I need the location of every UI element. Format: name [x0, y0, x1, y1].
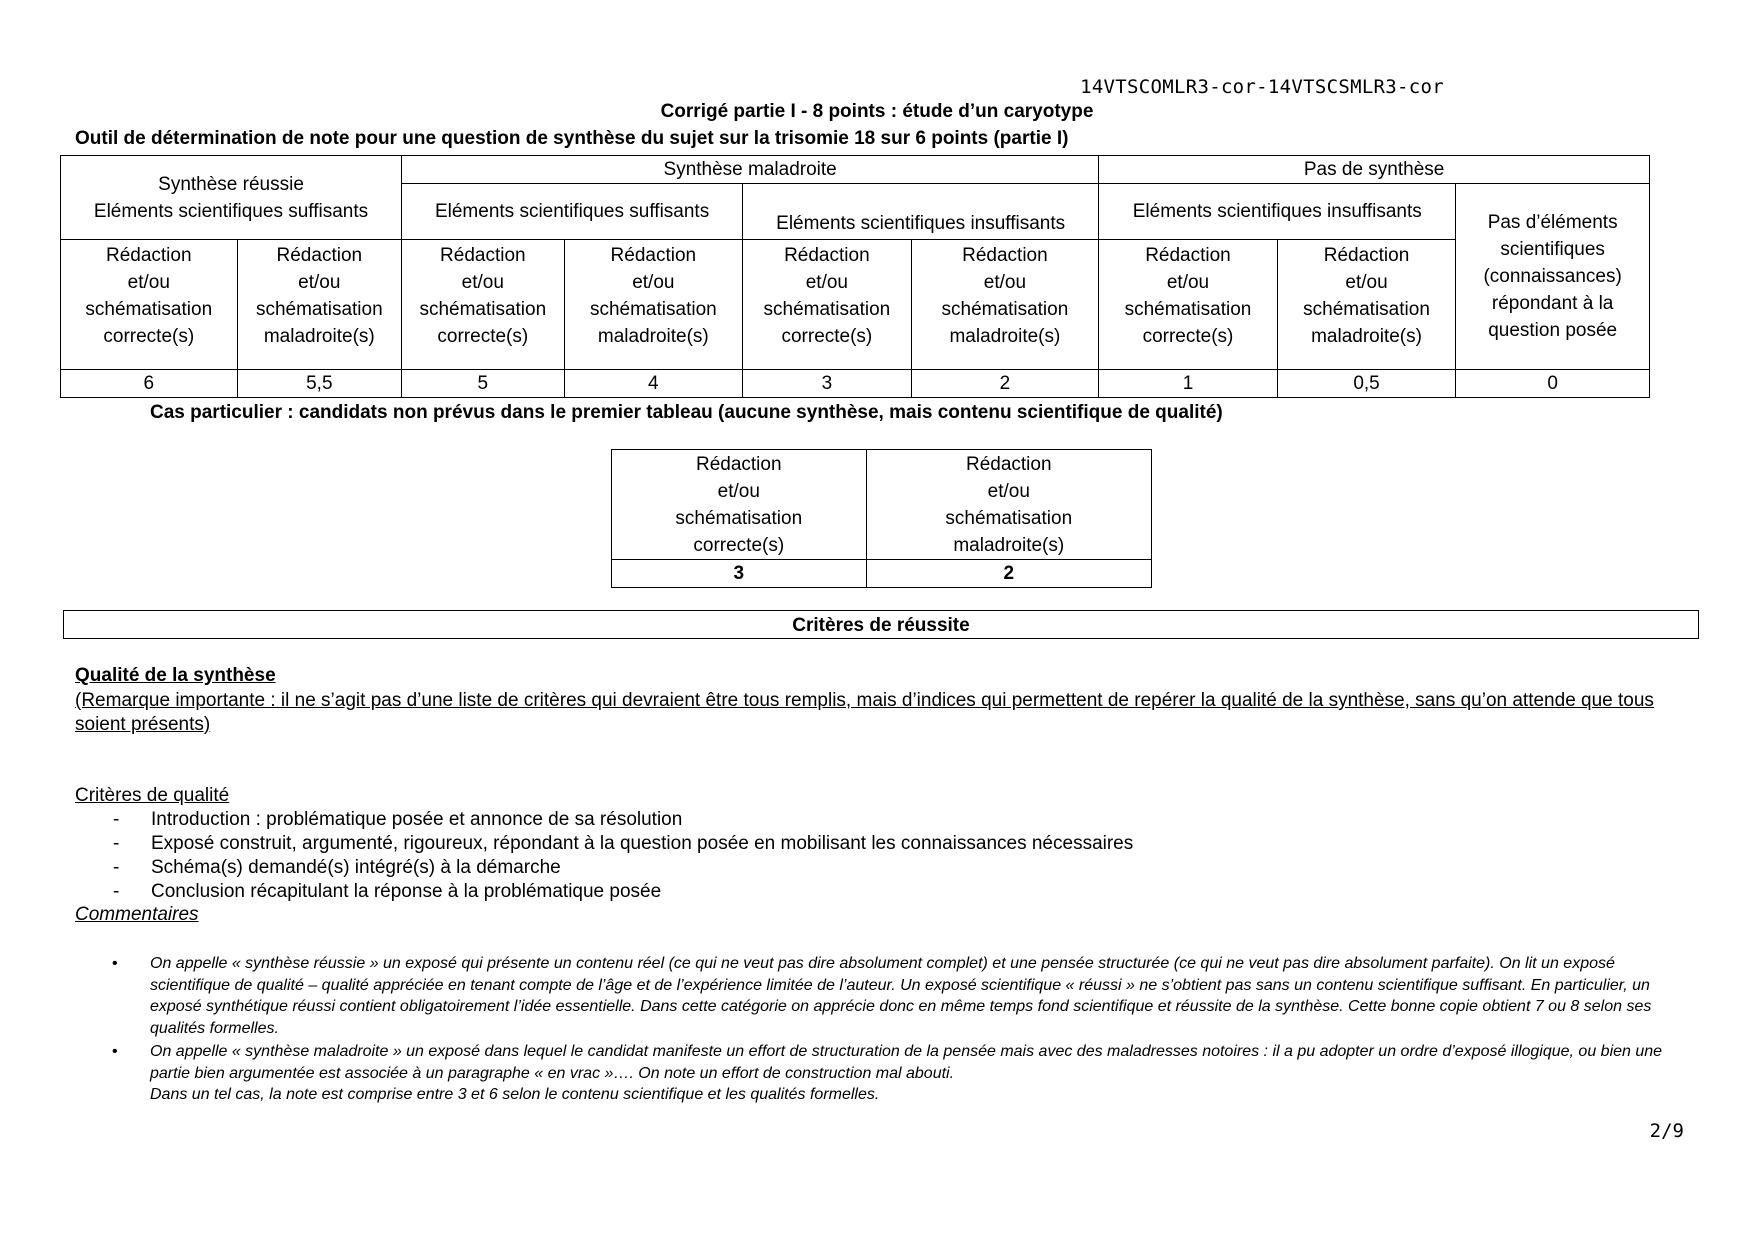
score-cell: 5,5: [237, 370, 402, 398]
cell-redaction-correcte: Rédaction et/ou schématisation correcte(s): [1099, 240, 1278, 370]
header-synthese-reussie: Synthèse réussie Eléments scientifiques suffisants: [61, 156, 402, 240]
score-cell: 3: [612, 560, 867, 588]
header-synthese-maladroite: Synthèse maladroite: [402, 156, 1099, 184]
bullet-icon: •: [112, 1043, 118, 1060]
special-case-table: [611, 449, 1152, 588]
quality-heading: Qualité de la synthèse: [75, 665, 276, 686]
score-cell: 0: [1456, 370, 1650, 398]
list-item: - Conclusion récapitulant la réponse à la problématique posée: [75, 880, 1133, 904]
score-cell: 5: [402, 370, 565, 398]
score-cell: 4: [564, 370, 743, 398]
important-remark: (Remarque importante : il ne s’agit pas d’une liste de critères qui devraient être tous remplis, mais d’indices qui permettent de repérer la qualité de la synthèse, sans qu’on attende que tous soient présents): [75, 690, 1654, 735]
cell-redaction-correcte: Rédaction et/ou schématisation correcte(s): [402, 240, 565, 370]
page-title: Corrigé partie I - 8 points : étude d’un caryotype: [660, 101, 1094, 122]
cell-redaction-correcte: Rédaction et/ou schématisation correcte(s): [612, 450, 867, 560]
bullet-icon: •: [112, 955, 118, 972]
grading-table: [60, 155, 1650, 398]
comments-list: [110, 953, 1684, 1108]
header-elements-insuffisants-2: Eléments scientifiques insuffisants: [1099, 184, 1456, 240]
list-item: - Introduction : problématique posée et annonce de sa résolution: [75, 808, 1133, 832]
score-cell: 2: [866, 560, 1151, 588]
cell-redaction-maladroite: Rédaction et/ou schématisation maladroite(s): [1277, 240, 1456, 370]
success-criteria-banner: Critères de réussite: [63, 610, 1699, 639]
quality-criteria-heading: Critères de qualité: [75, 785, 230, 806]
score-cell: 0,5: [1277, 370, 1456, 398]
cell-redaction-maladroite: Rédaction et/ou schématisation maladroite(s): [564, 240, 743, 370]
page-number: 2/9: [1649, 1120, 1684, 1142]
header-pas-de-synthese: Pas de synthèse: [1099, 156, 1650, 184]
cell-redaction-correcte: Rédaction et/ou schématisation correcte(s): [743, 240, 912, 370]
quality-criteria-list: [75, 808, 1133, 904]
score-cell: 2: [911, 370, 1099, 398]
comments-heading: Commentaires: [75, 904, 199, 925]
page-subtitle: Outil de détermination de note pour une question de synthèse du sujet sur la trisomie 18 sur 6 points (partie I): [75, 128, 1069, 149]
cell-redaction-maladroite: Rédaction et/ou schématisation maladroite(s): [866, 450, 1151, 560]
score-cell: 3: [743, 370, 912, 398]
score-cell: 1: [1099, 370, 1278, 398]
header-pas-elements: Pas d’éléments scientifiques (connaissances) répondant à la question posée: [1456, 184, 1650, 370]
score-cell: 6: [61, 370, 238, 398]
header-elements-suffisants: Eléments scientifiques suffisants: [402, 184, 743, 240]
list-item: • On appelle « synthèse réussie » un exposé qui présente un contenu réel (ce qui ne veut pas dire absolument complet) et une pensée structurée (ce qui ne veut pas dire absolument parfaite). On lit un exposé scientifique de qualité – qualité appréciée en tenant compte de l’âge et de l’expérience limitée de l’auteur. Un exposé scientifique « réussi » ne s’obtient pas sans un contenu scientifique suffisant. En particulier, un exposé synthétique réussi contient obligatoirement l’idée essentielle. Dans cette catégorie on apprécie donc en même temps fond scientifique et réussite de la synthèse. Cette bonne copie obtient 7 ou 8 selon ses qualités formelles.: [112, 955, 1652, 1037]
cell-redaction-correcte: Rédaction et/ou schématisation correcte(s): [61, 240, 238, 370]
document-reference: 14VTSCOMLR3-cor-14VTSCSMLR3-cor: [1080, 76, 1444, 98]
cell-redaction-maladroite: Rédaction et/ou schématisation maladroite(s): [911, 240, 1099, 370]
list-item: - Exposé construit, argumenté, rigoureux, répondant à la question posée en mobilisant les connaissances nécessaires: [75, 832, 1133, 856]
header-elements-insuffisants: Eléments scientifiques insuffisants: [743, 184, 1099, 240]
list-item: - Schéma(s) demandé(s) intégré(s) à la démarche: [75, 856, 1133, 880]
list-item: • On appelle « synthèse maladroite » un exposé dans lequel le candidat manifeste un effort de structuration de la pensée mais avec des maladresses notoires : il a pu adopter un ordre d’exposé illogique, ou bien une partie bien argumentée est associée à un paragraphe « en vrac »…. On note un effort de construction mal abouti. Dans un tel cas, la note est comprise entre 3 et 6 selon le contenu scientifique et les qualités formelles.: [112, 1043, 1663, 1103]
special-case-heading: Cas particulier : candidats non prévus dans le premier tableau (aucune synthèse, mais contenu scientifique de qualité): [150, 402, 1223, 423]
cell-redaction-maladroite: Rédaction et/ou schématisation maladroite(s): [237, 240, 402, 370]
